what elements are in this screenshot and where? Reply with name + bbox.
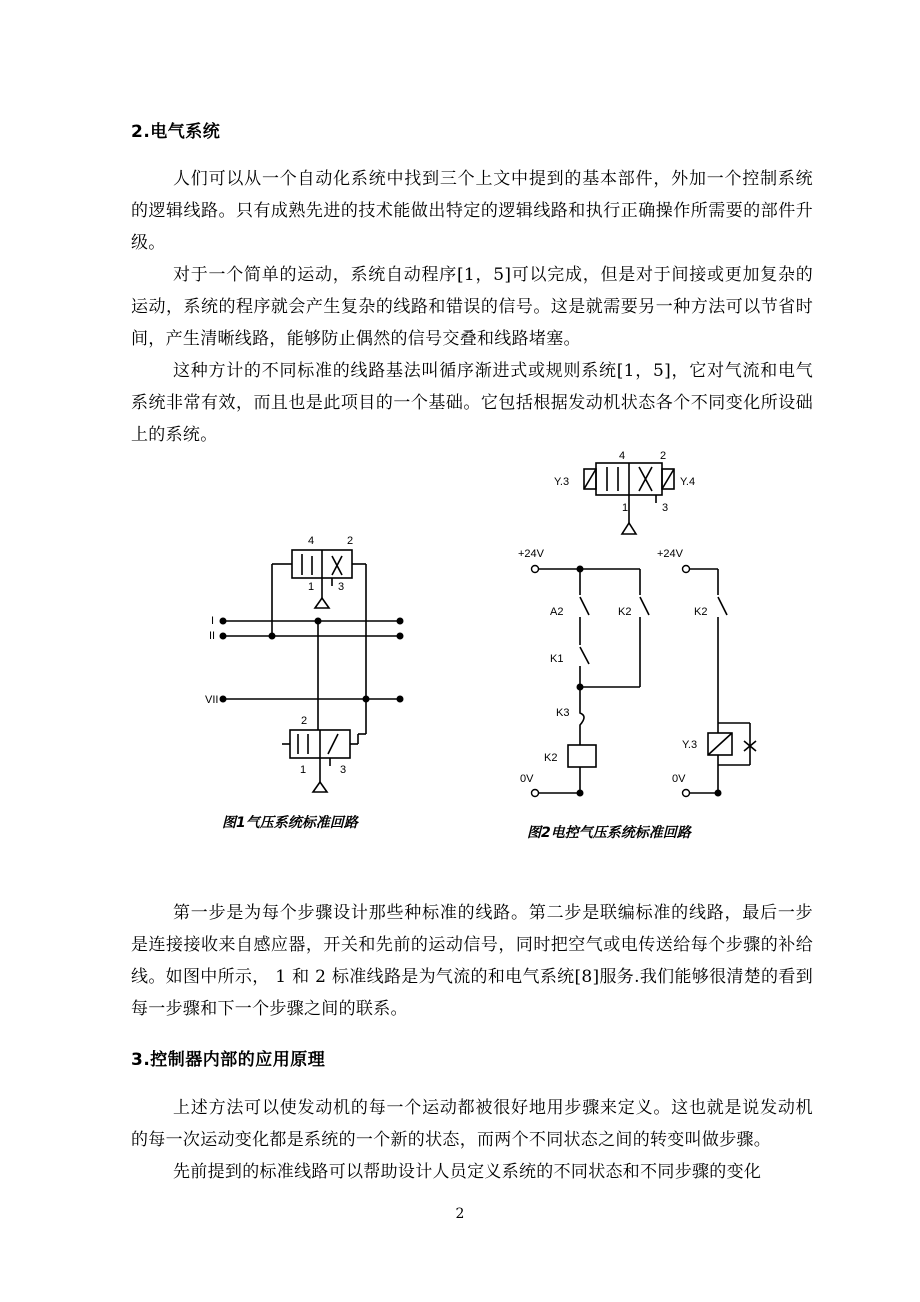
fig1-low-port-2: 2 xyxy=(301,715,308,727)
fig2-port-4: 4 xyxy=(619,450,626,462)
paragraph: 上述方法可以使发动机的每一个运动都被很好地用步骤来定义。这也就是说发动机的每一次运动变化都是系统的一个新的状态，而两个不同状态之间的转变叫做步骤。 xyxy=(131,1098,813,1150)
fig2-supply-left: +24V xyxy=(518,548,544,560)
fig2-port-2: 2 xyxy=(660,450,667,462)
figure-1-caption: 图1气压系统标准回路 xyxy=(222,815,358,831)
fig1-line-VII: VII xyxy=(205,694,219,706)
figure-2-diagram xyxy=(510,445,770,815)
fig2-coil-y3: Y.3 xyxy=(682,739,698,751)
fig2-port-3: 3 xyxy=(662,502,669,514)
section-3-heading: 3.控制器内部的应用原理 xyxy=(131,1050,326,1070)
fig2-port-1: 1 xyxy=(622,502,629,514)
fig1-port-4: 4 xyxy=(308,535,315,547)
paragraph: 对于一个简单的运动，系统自动程序[1，5]可以完成，但是对于间接或更加复杂的运动，系统的程序就会产生复杂的线路和错误的信号。这是就需要另一种方法可以节省时间，产生清晰线路，能够防止偶然的信号交叠和线路堵塞。 xyxy=(131,265,813,349)
fig1-line-II: II xyxy=(209,630,216,642)
fig2-solenoid-y4: Y.4 xyxy=(680,476,696,488)
paragraph: 第一步是为每个步骤设计那些种标准的线路。第二步是联编标准的线路，最后一步是连接接收来自感应器，开关和先前的运动信号，同时把空气或电传送给每个步骤的补给线。如图中所示， 1 和 2 标准线路是为气流的和电气系统[8]服务.我们能够很清楚的看到每一步骤和下一个步骤之间的联系。 xyxy=(131,903,813,1019)
fig2-contact-k3: K3 xyxy=(556,707,570,719)
fig2-contact-a2: A2 xyxy=(550,606,564,618)
fig2-ground-right: 0V xyxy=(672,773,686,785)
fig1-port-1: 1 xyxy=(308,581,315,593)
paragraph: 这种方计的不同标准的线路基法叫循序渐进式或规则系统[1，5]，它对气流和电气系统非常有效，而且也是此项目的一个基础。它包括根据发动机状态各个不同变化所设础上的系统。 xyxy=(131,361,813,445)
fig1-low-port-1: 1 xyxy=(300,764,307,776)
page-number: 2 xyxy=(455,1206,465,1222)
fig1-port-2: 2 xyxy=(347,535,354,547)
fig2-coil-k2: K2 xyxy=(544,752,558,764)
fig2-contact-k1: K1 xyxy=(550,653,564,665)
fig2-contact-k2: K2 xyxy=(618,606,632,618)
figure-1-diagram xyxy=(195,520,415,820)
fig1-port-3: 3 xyxy=(338,581,345,593)
fig2-supply-right: +24V xyxy=(657,548,683,560)
fig1-low-port-3: 3 xyxy=(340,764,347,776)
fig2-solenoid-y3: Y.3 xyxy=(554,476,570,488)
section-2-heading: 2.电气系统 xyxy=(131,122,221,142)
fig1-line-I: I xyxy=(211,615,215,627)
fig2-contact-k2-right: K2 xyxy=(694,606,708,618)
paragraph: 先前提到的标准线路可以帮助设计人员定义系统的不同状态和不同步骤的变化 xyxy=(173,1162,762,1182)
figure-2-caption: 图2电控气压系统标准回路 xyxy=(527,825,691,841)
fig2-ground-left: 0V xyxy=(520,773,534,785)
paragraph: 人们可以从一个自动化系统中找到三个上文中提到的基本部件，外加一个控制系统的逻辑线路。只有成熟先进的技术能做出特定的逻辑线路和执行正确操作所需要的部件升级。 xyxy=(131,169,813,253)
